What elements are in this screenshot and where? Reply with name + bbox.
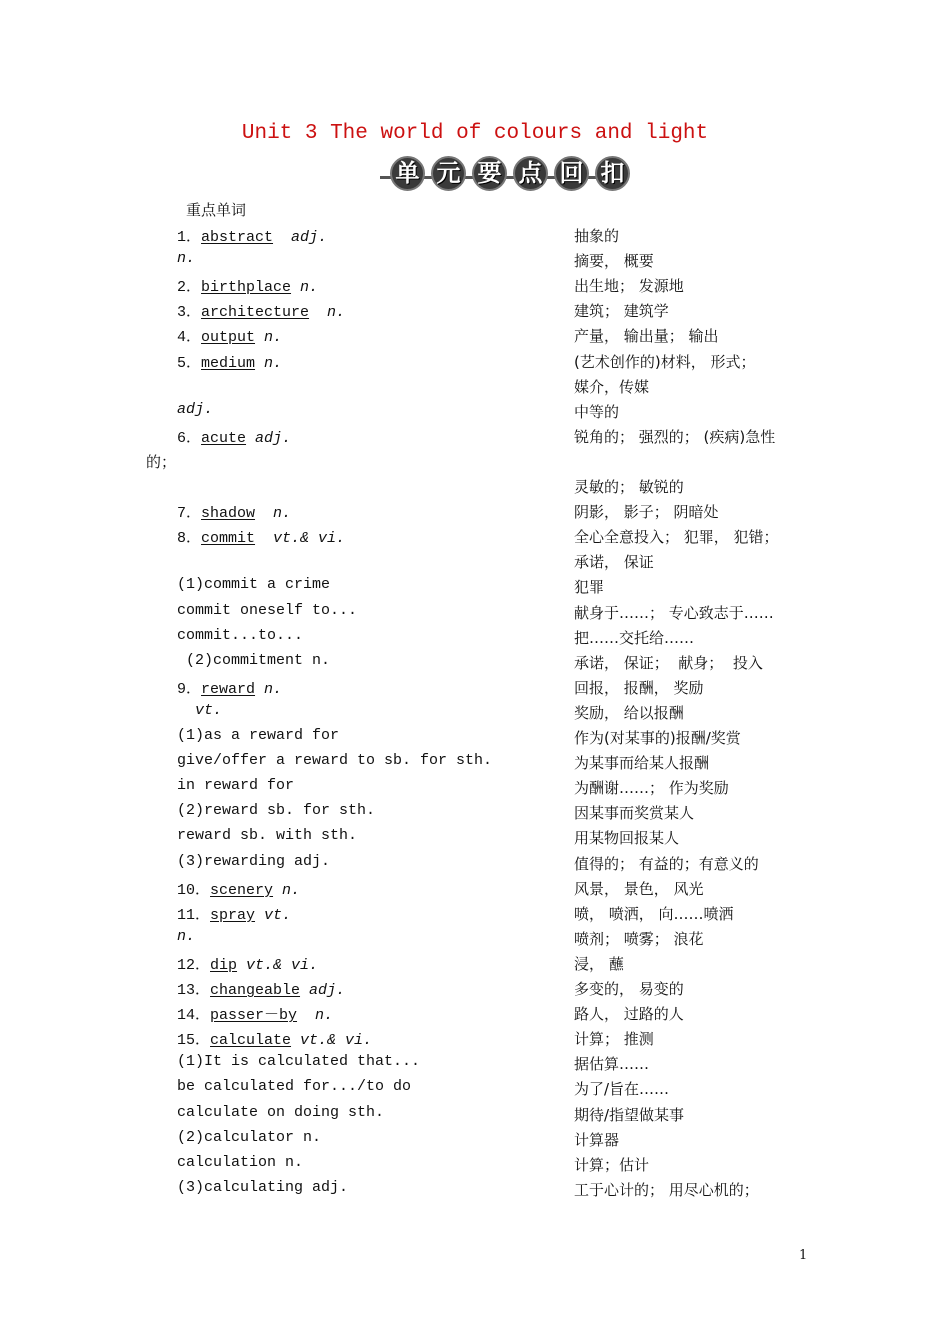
entry-english (177, 1129, 321, 1146)
entry-chinese: 出生地； 发源地 (574, 277, 684, 296)
entry-chinese: 为了/旨在…… (574, 1080, 670, 1099)
entry-number: 5． (177, 354, 202, 372)
entry-english (177, 1179, 348, 1196)
entry-chinese: 建筑； 建筑学 (574, 302, 669, 321)
list-item (0, 1129, 950, 1154)
entry-word: passer－by (210, 1007, 298, 1025)
entry-english (177, 1104, 384, 1121)
entry-detail: in reward for (177, 777, 295, 795)
entry-english (177, 1053, 420, 1070)
entry-word: shadow (201, 505, 256, 523)
entry-chinese: 计算； 推测 (574, 1030, 654, 1049)
entry-chinese: 承诺， 保证 (574, 553, 654, 572)
list-item (0, 1053, 950, 1078)
entry-number: 9． (177, 680, 202, 698)
entry-english (177, 576, 330, 593)
entry-detail: (1)It is calculated that... (177, 1053, 421, 1071)
entry-english (177, 501, 291, 522)
entry-detail: n. (255, 354, 283, 372)
list-item (0, 576, 950, 601)
entry-number: 13． (177, 982, 211, 999)
entry-english (177, 351, 282, 372)
entry-english (177, 903, 291, 924)
entry-chinese: 承诺， 保证； 献身； 投入 (574, 653, 763, 672)
entry-english (177, 526, 345, 547)
list-item (0, 627, 950, 652)
list-item (0, 878, 950, 903)
entry-chinese: 媒介，传媒 (574, 377, 650, 396)
section-banner (380, 156, 625, 196)
section-heading: 重点单词 (186, 201, 247, 219)
list-item (0, 501, 950, 526)
entry-chinese: 据估算…… (574, 1055, 650, 1074)
list-item (0, 677, 950, 702)
list-item (0, 250, 950, 275)
entry-chinese: 工于心计的； 用尽心机的； (574, 1180, 759, 1199)
entry-english (177, 1003, 333, 1024)
entry-chinese: 路人， 过路的人 (574, 1005, 684, 1024)
entry-word: commit (201, 530, 256, 548)
entry-english (177, 777, 294, 794)
entry-english (177, 602, 357, 619)
entry-english (177, 1154, 303, 1171)
entry-chinese: 计算；估计 (574, 1155, 650, 1174)
list-item (0, 903, 950, 928)
entry-detail: be calculated for.../to do (177, 1078, 412, 1096)
entry-word: birthplace (201, 279, 292, 297)
entry-chinese: 把……交托给…… (574, 628, 695, 647)
entry-english (177, 677, 282, 698)
list-item (0, 551, 950, 576)
entry-detail: (2)reward sb. for sth. (177, 802, 376, 820)
entry-detail: n. (297, 1007, 334, 1025)
page-number: 1 (799, 1248, 808, 1263)
entry-detail: calculate on doing sth. (177, 1103, 385, 1121)
list-item (0, 953, 950, 978)
entry-detail: commit...to... (177, 626, 304, 644)
entry-english (177, 727, 339, 744)
entry-number: 15． (177, 1032, 211, 1050)
list-item (0, 602, 950, 627)
list-item (0, 1078, 950, 1103)
entry-detail: n. (255, 505, 292, 523)
entry-chinese: 产量， 输出量； 输出 (574, 327, 719, 346)
list-item (0, 1154, 950, 1179)
entry-chinese: 风景， 景色， 风光 (574, 879, 704, 898)
entry-number: 6． (177, 429, 202, 447)
entry-chinese: 作为(对某事的)报酬/奖赏 (574, 729, 741, 747)
entry-chinese: 灵敏的； 敏锐的 (574, 478, 684, 496)
entry-chinese: 因某事而奖赏某人 (574, 804, 695, 823)
list-item (0, 802, 950, 827)
list-item (0, 526, 950, 551)
entry-chinese: 值得的； 有益的；有意义的 (574, 854, 759, 873)
banner-char: 单 (390, 156, 425, 191)
entry-number: 3． (177, 304, 202, 322)
list-item (0, 300, 950, 325)
entry-english (177, 627, 303, 644)
entry-english (177, 426, 291, 447)
entry-english (177, 928, 195, 945)
banner-char: 元 (431, 156, 466, 191)
entry-word: acute (201, 429, 247, 447)
entry-english (177, 953, 318, 974)
banner-char: 扣 (595, 156, 630, 191)
list-item (0, 325, 950, 350)
entry-detail: (1)as a reward for (177, 727, 340, 744)
entry-detail: n. (255, 329, 283, 347)
entry-chinese: 喷剂； 喷雾； 浪花 (574, 929, 704, 948)
entry-english (177, 300, 345, 321)
entry-chinese: 献身于……； 专心致志于…… (574, 603, 774, 622)
list-item (0, 225, 950, 250)
entry-number: 1． (177, 229, 202, 246)
list-item (0, 426, 950, 451)
list-item (0, 1179, 950, 1204)
entry-continuation: 的； (146, 452, 177, 471)
list-item (0, 275, 950, 300)
entry-detail: commit oneself to... (177, 601, 358, 619)
entry-word: abstract (201, 229, 274, 246)
entry-english (177, 702, 222, 719)
entry-detail: (2)commitment n. (177, 651, 331, 669)
list-item (0, 451, 950, 476)
entry-english (177, 325, 282, 346)
entry-word: spray (210, 906, 256, 924)
entry-word: medium (201, 354, 256, 372)
list-item (0, 351, 950, 376)
entry-detail: (3)calculating adj. (177, 1178, 349, 1196)
entry-english (177, 878, 300, 899)
entry-chinese: 锐角的； 强烈的； (疾病)急性 (574, 427, 776, 446)
entry-chinese: 全心全意投入； 犯罪， 犯错； (574, 528, 779, 547)
entry-english (177, 1028, 372, 1049)
entry-chinese: 奖励， 给以报酬 (574, 703, 684, 722)
entry-chinese: 阴影， 影子； 阴暗处 (574, 503, 719, 522)
list-item (0, 1028, 950, 1053)
entry-english (177, 1078, 411, 1095)
entry-english (177, 275, 318, 296)
entry-number: 14． (177, 1007, 211, 1025)
list-item (0, 727, 950, 752)
entry-word: reward (201, 680, 256, 698)
entry-number: 4． (177, 329, 202, 347)
entry-word: changeable (210, 982, 301, 999)
entry-chinese: 计算器 (574, 1130, 620, 1149)
entry-word: calculate (210, 1032, 292, 1050)
entry-chinese: 为酬谢……； 作为奖励 (574, 779, 729, 798)
entry-number: 8． (177, 530, 202, 548)
entry-english (177, 401, 213, 418)
entry-word: architecture (201, 304, 310, 322)
entry-detail: reward sb. with sth. (177, 827, 358, 845)
list-item (0, 827, 950, 852)
entry-number: 10． (177, 881, 211, 899)
list-item (0, 476, 950, 501)
entry-detail: vt. (177, 701, 223, 719)
entry-detail: n. (291, 279, 319, 297)
banner-char: 回 (554, 156, 589, 191)
entry-detail: n. (309, 304, 346, 322)
entry-english (177, 978, 345, 999)
entry-english (177, 802, 375, 819)
entry-detail: adj. (300, 982, 346, 999)
entry-chinese: 中等的 (574, 402, 620, 421)
list-item (0, 376, 950, 401)
entry-word: scenery (210, 881, 274, 899)
entry-detail: vt. (255, 906, 292, 924)
entry-chinese: 期待/指望做某事 (574, 1105, 685, 1124)
list-item (0, 928, 950, 953)
entry-number: 12． (177, 956, 211, 974)
entry-detail: n. (255, 680, 283, 698)
entry-detail: adj. (177, 400, 214, 418)
entry-detail: vt.& vi. (255, 530, 346, 548)
list-item (0, 1003, 950, 1028)
list-item (0, 702, 950, 727)
entry-detail: vt.& vi. (237, 956, 319, 974)
banner-chars (390, 156, 630, 191)
list-item (0, 401, 950, 426)
entry-detail: (2)calculator n. (177, 1128, 322, 1146)
entry-chinese: 多变的， 易变的 (574, 980, 684, 998)
list-item (0, 853, 950, 878)
entry-detail: (3)rewarding adj. (177, 852, 331, 870)
entry-chinese: 喷， 喷洒， 向……喷洒 (574, 904, 734, 923)
page-title: Unit 3 The world of colours and light (241, 122, 709, 145)
list-item (0, 652, 950, 677)
entry-english (177, 827, 357, 844)
entry-detail: give/offer a reward to sb. for sth. (177, 752, 493, 770)
entry-number: 7． (177, 505, 202, 523)
entry-chinese: 浸， 蘸 (574, 954, 624, 973)
entry-detail: adj. (246, 429, 292, 447)
list-item (0, 752, 950, 777)
list-item (0, 1104, 950, 1129)
banner-char: 要 (472, 156, 507, 191)
entry-chinese: 犯罪 (574, 578, 605, 597)
entry-chinese: (艺术创作的)材料， 形式； (574, 352, 756, 371)
entry-english (177, 225, 327, 246)
entry-chinese: 为某事而给某人报酬 (574, 754, 710, 773)
entry-detail: adj. (273, 229, 328, 246)
banner-char: 点 (513, 156, 548, 191)
entry-chinese: 回报， 报酬， 奖励 (574, 678, 704, 697)
entry-detail: n. (177, 927, 196, 945)
entry-chinese: 摘要， 概要 (574, 252, 654, 271)
entry-detail: calculation n. (177, 1153, 304, 1171)
list-item (0, 978, 950, 1003)
entry-chinese: 抽象的 (574, 227, 620, 245)
entry-word: dip (210, 956, 238, 974)
entry-number: 11． (177, 906, 211, 924)
entry-detail: vt.& vi. (291, 1032, 373, 1050)
entry-english (177, 853, 330, 870)
entry-english (177, 752, 492, 769)
entry-number: 2． (177, 279, 202, 297)
entry-chinese: 用某物回报某人 (574, 829, 680, 848)
entry-word: output (201, 329, 256, 347)
entry-english (177, 250, 195, 267)
entry-detail: (1)commit a crime (177, 576, 331, 594)
entry-english (177, 652, 330, 669)
list-item (0, 777, 950, 802)
entry-detail: n. (177, 250, 196, 268)
entry-detail: n. (273, 881, 301, 899)
